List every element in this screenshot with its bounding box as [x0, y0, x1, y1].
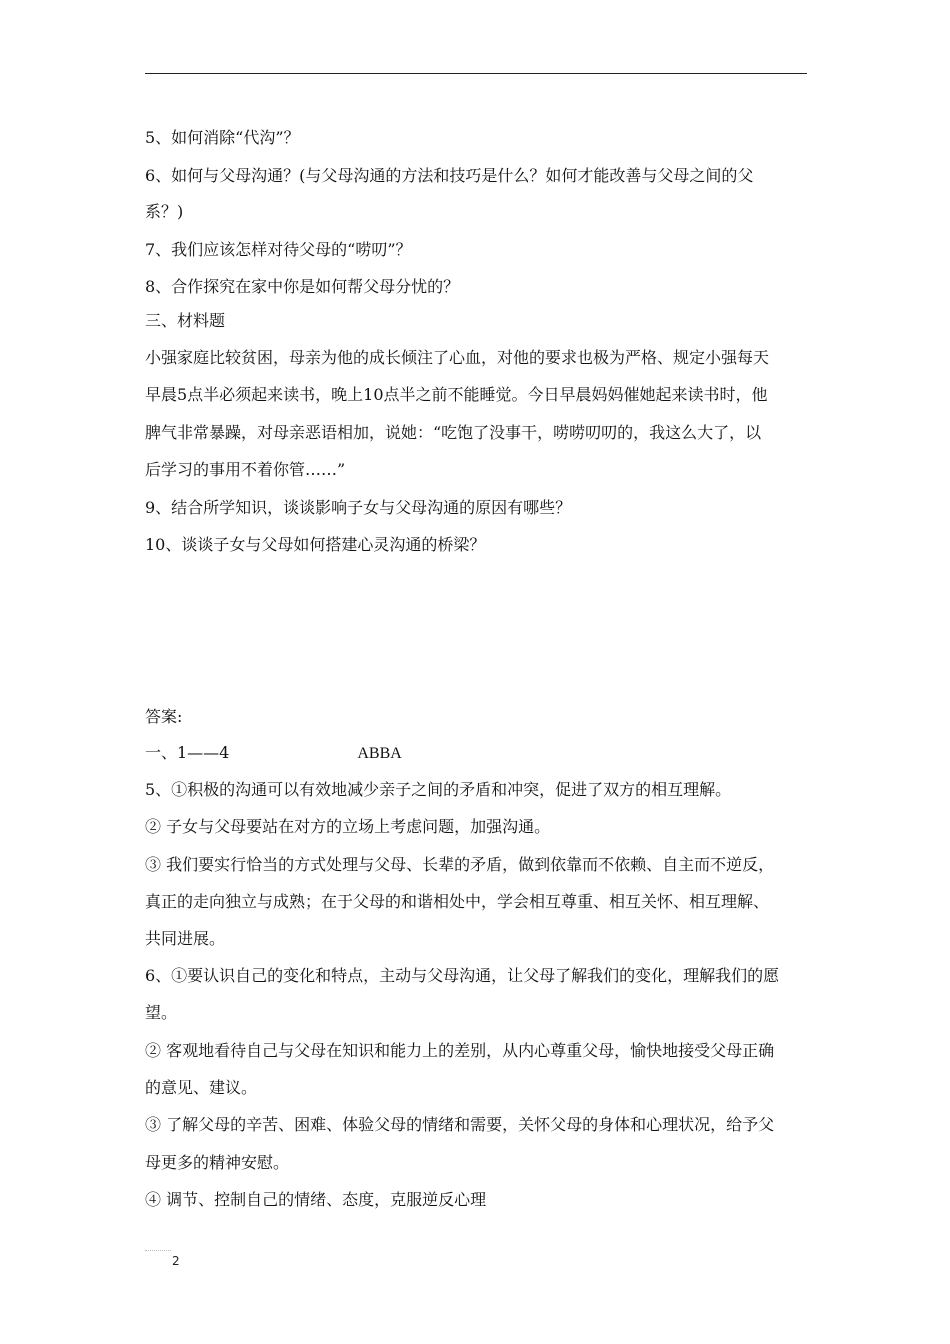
section-3-heading: 三、材料题: [145, 311, 226, 330]
answer-5-line-2: ② 子女与父母要站在对方的立场上考虑问题，加强沟通。: [145, 817, 551, 836]
answer-6-line-2: 望。: [145, 1003, 178, 1022]
material-line-1: 小强家庭比较贫困，母亲为他的成长倾注了心血，对他的要求也极为严格、规定小强每天: [145, 348, 770, 367]
answer-5-line-3: ③ 我们要实行恰当的方式处理与父母、长辈的矛盾，做到依靠而不依赖、自主而不逆反，: [145, 855, 775, 874]
question-5: 5、如何消除“代沟”？: [145, 128, 300, 147]
answer-6-line-3: ② 客观地看待自己与父母在知识和能力上的差别，从内心尊重父母，愉快地接受父母正确: [145, 1041, 775, 1060]
footer-mark: [145, 1250, 171, 1251]
question-6-line-1: 6、如何与父母沟通？(与父母沟通的方法和技巧是什么？如何才能改善与父母之间的父: [145, 166, 754, 185]
answer-6-line-1: 6、①要认识自己的变化和特点，主动与父母沟通，让父母了解我们的变化，理解我们的愿: [145, 966, 780, 985]
answers-part-1-value: ABBA: [357, 745, 402, 762]
question-6-line-2: 系？): [145, 202, 184, 221]
header-rule: [145, 73, 807, 74]
answers-part-1-label: 一、1——4: [145, 743, 230, 762]
question-8: 8、合作探究在家中你是如何帮父母分忧的？: [145, 277, 460, 296]
question-9: 9、结合所学知识，谈谈影响子女与父母沟通的原因有哪些？: [145, 498, 572, 517]
answer-6-line-6: 母更多的精神安慰。: [145, 1153, 290, 1172]
answer-6-line-4: 的意见、建议。: [145, 1078, 258, 1097]
page-number: 2: [172, 1254, 180, 1268]
material-line-2: 早晨5点半必须起来读书，晚上10点半之前不能睡觉。今日早晨妈妈催她起来读书时，他: [145, 385, 768, 404]
material-line-3: 脾气非常暴躁，对母亲恶语相加，说她：“吃饱了没事干，唠唠叨叨的，我这么大了，以: [145, 423, 762, 442]
answer-6-line-7: ④ 调节、控制自己的情绪、态度，克服逆反心理: [145, 1190, 487, 1209]
question-10: 10、谈谈子女与父母如何搭建心灵沟通的桥梁？: [145, 535, 486, 554]
answer-5-line-5: 共同进展。: [145, 929, 226, 948]
answers-heading: 答案:: [145, 707, 183, 726]
answers-part-1: [145, 743, 402, 764]
material-line-4: 后学习的事用不着你管……”: [145, 460, 346, 479]
answer-5-line-1: 5、①积极的沟通可以有效地减少亲子之间的矛盾和冲突，促进了双方的相互理解。: [145, 780, 732, 799]
answer-6-line-5: ③ 了解父母的辛苦、困难、体验父母的情绪和需要，关怀父母的身体和心理状况，给予父: [145, 1115, 775, 1134]
answer-5-line-4: 真正的走向独立与成熟；在于父母的和谐相处中，学会相互尊重、相互关怀、相互理解、: [145, 892, 770, 911]
question-7: 7、我们应该怎样对待父母的“唠叨”？: [145, 240, 412, 259]
